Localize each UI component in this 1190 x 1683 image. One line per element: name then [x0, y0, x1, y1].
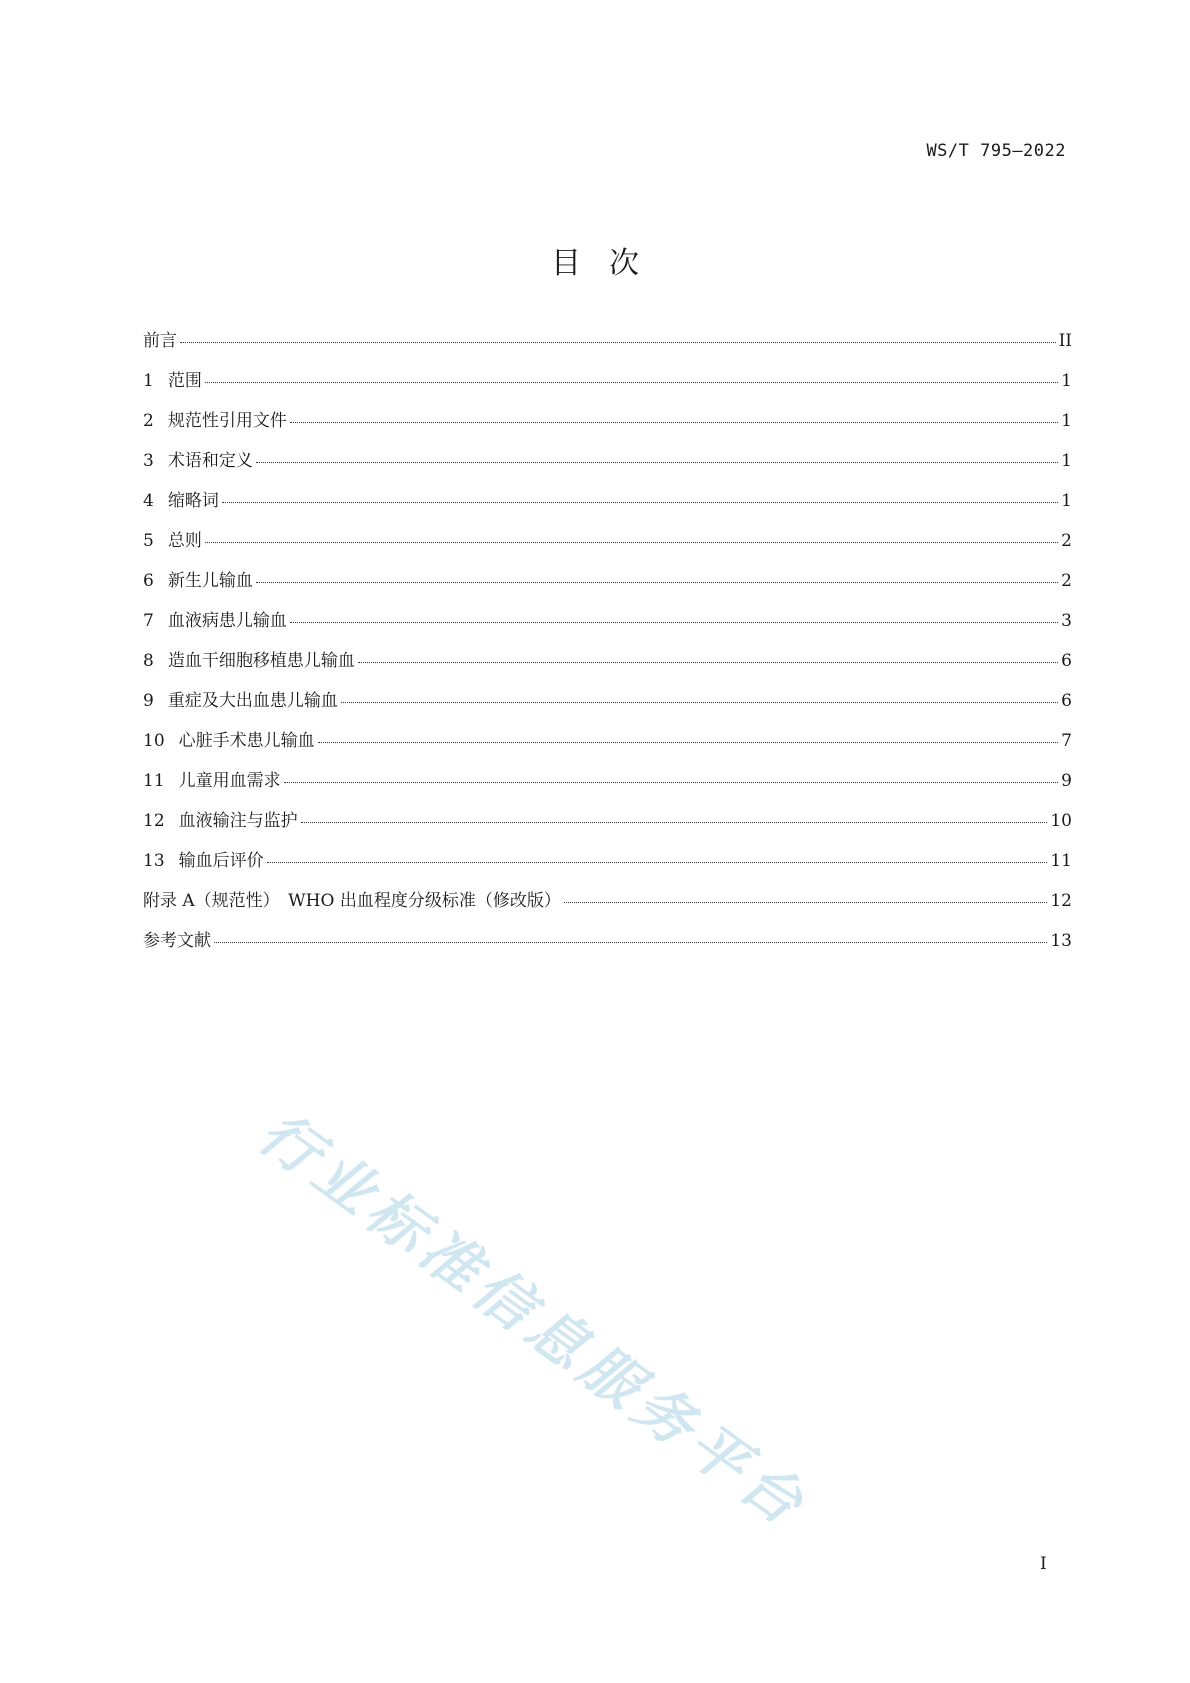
dot-leader [222, 502, 1058, 503]
toc-entry-10[interactable] [143, 726, 1072, 766]
toc-entry-9[interactable] [143, 686, 1072, 726]
toc-entry-text: 前言 [143, 331, 177, 351]
dot-leader [290, 622, 1058, 623]
toc-entry-page: 10 [1050, 811, 1072, 831]
toc-entry-page: 11 [1050, 851, 1072, 871]
toc-entry-7[interactable] [143, 606, 1072, 646]
toc-entry-page: 1 [1061, 411, 1072, 431]
dot-leader [214, 942, 1047, 943]
toc-entry-number: 7 [143, 611, 154, 631]
toc-entry-page: 7 [1061, 731, 1072, 751]
toc-entry-page: 6 [1061, 651, 1072, 671]
toc-entry-number: 11 [143, 771, 165, 791]
toc-entry-11[interactable] [143, 766, 1072, 806]
toc-entry-8[interactable] [143, 646, 1072, 686]
watermark: 行业标准信息服务平台 [247, 1098, 822, 1542]
toc-entry-5[interactable] [143, 526, 1072, 566]
toc-entry-number: 12 [143, 811, 165, 831]
dot-leader [290, 422, 1058, 423]
toc-entry-page: 2 [1061, 571, 1072, 591]
toc-entry-page: 12 [1050, 891, 1072, 911]
dot-leader [267, 862, 1048, 863]
toc-entry-text: 血液输注与监护 [178, 811, 298, 831]
toc-entry-text: 总则 [167, 531, 202, 551]
toc-entry-page: 6 [1061, 691, 1072, 711]
table-of-contents [143, 326, 1072, 966]
dot-leader [284, 782, 1059, 783]
dot-leader [318, 742, 1059, 743]
toc-entry-4[interactable] [143, 486, 1072, 526]
toc-entry-1[interactable] [143, 366, 1072, 406]
toc-entry-page: II [1058, 331, 1072, 351]
toc-entry-page: 13 [1050, 931, 1072, 951]
toc-entry-number: 13 [143, 851, 165, 871]
toc-entry-page: 1 [1061, 451, 1072, 471]
toc-entry-12[interactable] [143, 806, 1072, 846]
toc-entry-text: 附录 A（规范性） WHO 出血程度分级标准（修改版） [143, 891, 561, 911]
dot-leader [180, 342, 1056, 343]
toc-entry-6[interactable] [143, 566, 1072, 606]
toc-entry-text: 规范性引用文件 [167, 411, 287, 431]
toc-entry-foreword[interactable] [143, 326, 1072, 366]
toc-entry-text: 输血后评价 [178, 851, 264, 871]
dot-leader [358, 662, 1058, 663]
toc-entry-page: 2 [1061, 531, 1072, 551]
toc-entry-page: 9 [1061, 771, 1072, 791]
page-title: 目次 [551, 246, 667, 281]
page-number: I [1040, 1554, 1047, 1574]
toc-entry-13[interactable] [143, 846, 1072, 886]
dot-leader [341, 702, 1058, 703]
toc-entry-number: 9 [143, 691, 154, 711]
toc-entry-number: 3 [143, 451, 154, 471]
toc-entry-text: 范围 [167, 371, 202, 391]
toc-entry-page: 1 [1061, 491, 1072, 511]
dot-leader [205, 382, 1058, 383]
toc-entry-3[interactable] [143, 446, 1072, 486]
dot-leader [256, 582, 1058, 583]
toc-entry-text: 心脏手术患儿输血 [178, 731, 315, 751]
toc-entry-bibliography[interactable] [143, 926, 1072, 966]
dot-leader [256, 462, 1058, 463]
toc-entry-number: 10 [143, 731, 165, 751]
toc-entry-number: 6 [143, 571, 154, 591]
dot-leader [205, 542, 1058, 543]
toc-entry-text: 参考文献 [143, 931, 211, 951]
toc-entry-number: 2 [143, 411, 154, 431]
toc-entry-text: 造血干细胞移植患儿输血 [167, 651, 355, 671]
toc-entry-page: 3 [1061, 611, 1072, 631]
dot-leader [564, 902, 1048, 903]
toc-entry-number: 4 [143, 491, 154, 511]
toc-entry-number: 8 [143, 651, 154, 671]
toc-entry-text: 儿童用血需求 [178, 771, 281, 791]
toc-entry-2[interactable] [143, 406, 1072, 446]
toc-entry-number: 5 [143, 531, 154, 551]
toc-entry-text: 重症及大出血患儿输血 [167, 691, 338, 711]
toc-entry-text: 术语和定义 [167, 451, 253, 471]
toc-entry-text: 血液病患儿输血 [167, 611, 287, 631]
toc-entry-page: 1 [1061, 371, 1072, 391]
toc-entry-appendix-a[interactable] [143, 886, 1072, 926]
dot-leader [301, 822, 1048, 823]
toc-entry-text: 新生儿输血 [167, 571, 253, 591]
toc-entry-number: 1 [143, 371, 154, 391]
toc-entry-text: 缩略词 [167, 491, 219, 511]
standard-code: WS/T 795—2022 [926, 141, 1066, 161]
